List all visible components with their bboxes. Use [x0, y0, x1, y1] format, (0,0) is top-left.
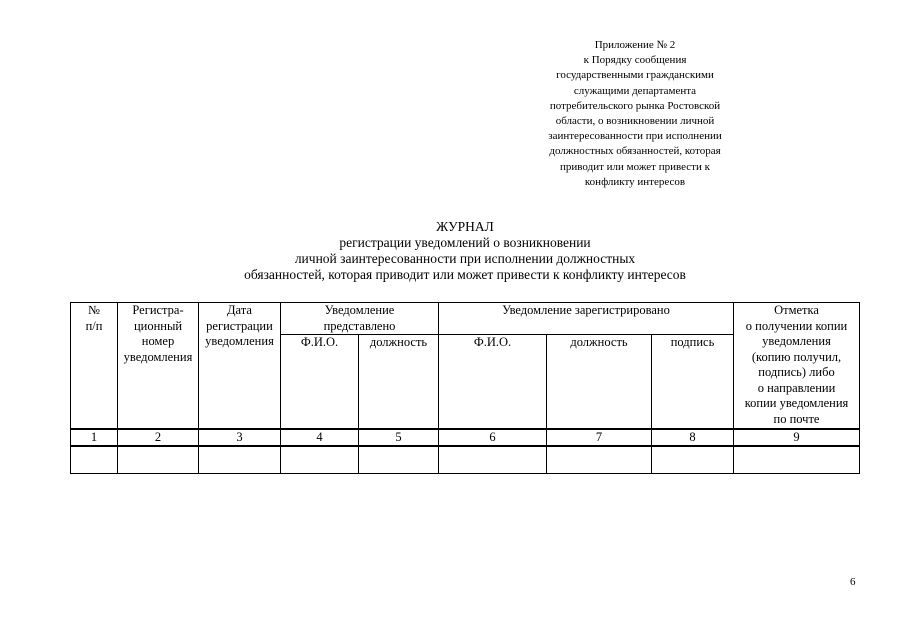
header-registered-fio: Ф.И.О. [439, 335, 547, 429]
column-number: 4 [281, 429, 359, 446]
header-registration-number: Регистра- ционный номер уведомления [118, 303, 199, 429]
appendix-line: области, о возникновении личной [555, 115, 715, 128]
title-heading: ЖУРНАЛ [436, 219, 494, 234]
page-number: 6 [850, 576, 856, 588]
empty-cell [118, 446, 199, 474]
column-number: 3 [199, 429, 281, 446]
empty-cell [652, 446, 734, 474]
empty-cell [547, 446, 652, 474]
title-line: регистрации уведомлений о возникновении [339, 235, 591, 250]
appendix-line: к Порядку сообщения [583, 54, 687, 67]
column-number: 1 [71, 429, 118, 446]
appendix-line: приводит или может привести к [560, 160, 710, 173]
title-line: личной заинтересованности при исполнении должностных [294, 251, 636, 266]
header-receipt-mark: Отметка о получении копии уведомления (копию получил, подпись) либо о направлении копии уведомления по почте [734, 303, 860, 429]
appendix-line: Приложение № 2 [594, 39, 676, 51]
journal-table [70, 302, 860, 474]
header-registered-signature: подпись [652, 335, 734, 429]
appendix-note [520, 38, 750, 190]
appendix-line: конфликту интересов [584, 175, 686, 188]
empty-cell [281, 446, 359, 474]
column-number: 8 [652, 429, 734, 446]
header-notification-submitted: Уведомление представлено [281, 303, 439, 335]
header-registered-position: должность [547, 335, 652, 429]
column-number: 5 [359, 429, 439, 446]
column-number: 2 [118, 429, 199, 446]
title-line: обязанностей, которая приводит или может привести к конфликту интересов [244, 267, 686, 282]
appendix-line: должностных обязанностей, которая [549, 145, 721, 158]
empty-cell [734, 446, 860, 474]
appendix-line: потребительского рынка Ростовской [549, 99, 721, 112]
empty-cell [439, 446, 547, 474]
document-title [140, 219, 790, 283]
column-number: 9 [734, 429, 860, 446]
header-number: № п/п [71, 303, 118, 429]
header-submitted-fio: Ф.И.О. [281, 335, 359, 429]
header-registration-date: Дата регистрации уведомления [199, 303, 281, 429]
table-row [71, 446, 860, 474]
appendix-line: заинтересованности при исполнении [548, 130, 722, 143]
column-number: 7 [547, 429, 652, 446]
header-submitted-position: должность [359, 335, 439, 429]
column-number-row [71, 429, 860, 446]
appendix-line: государственными гражданскими [556, 69, 714, 82]
empty-cell [359, 446, 439, 474]
header-notification-registered: Уведомление зарегистрировано [439, 303, 734, 335]
empty-cell [199, 446, 281, 474]
empty-cell [71, 446, 118, 474]
column-number: 6 [439, 429, 547, 446]
appendix-line: служащими департамента [573, 84, 697, 97]
